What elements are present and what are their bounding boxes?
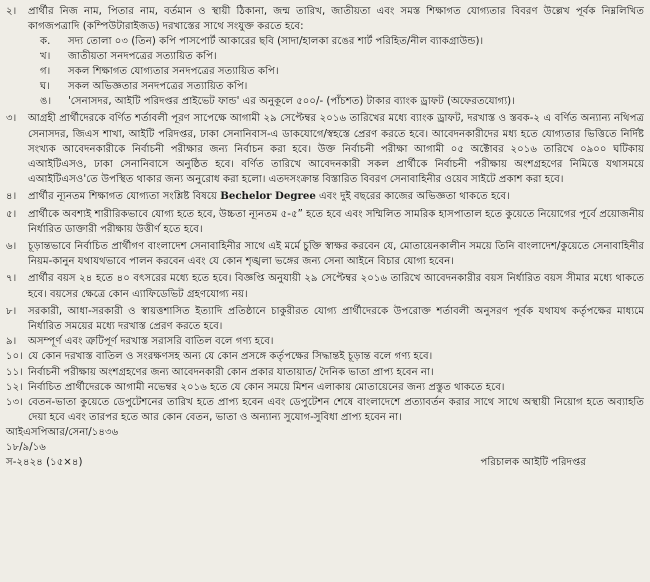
clause-text: আগ্রহী প্রার্থীদেরকে বর্ণিত শর্তাবলী পূরণ সাপেক্ষে আগামী ২৯ সেপ্টেম্বর ২০১৬ তারিখের মধ্যে ব্যাংক ড্রাফট, দরখাস্ত ও স্তবক-২ এ বর্ণিত অন্যান্য নথিপত্র সেনাসদর, জিএস শাখা, আইটি পরিদপ্তর, ঢাকা সেনানিবাস-এ ডাকযোগে/স্বহস্তে প্রেরণ করতে হবে। আবেদনকারীদের মধ্য হতে যোগ্যতার ভিত্তিতে নির্দিষ্ট সংখ্যক আবেদনকারীকে নির্বাচনী পরীক্ষার জন্য নির্বাচন করা হবে। উক্ত নির্বাচনী পরীক্ষা আগামী ০৫ অক্টোবর ২০১৬ তারিখে ০৯০০ ঘটিকায় এআইটিএসও, ঢাকা সেনানিবাসে অনুষ্ঠিত হবে। বর্ণিত তারিখে আবেদনকারী সকল প্রার্থীকে নির্বাচনী পরীক্ষায় অংশগ্রহণের নিমিত্তে যথাসময়ে এআইটিএসও'তে উপস্থিত থাকার জন্য অনুরোধ করা হলো। এতদসংক্রান্ত বিস্তারিত বিবরণ সেনাবাহিনীর ওয়েব সাইটে প্রকাশ করা হবে। [28, 113, 644, 186]
degree-name: Bechelor Degree [220, 190, 316, 203]
clause-9 [6, 334, 644, 349]
clause-number: ১৩। [6, 397, 23, 409]
clause-3 [6, 111, 644, 187]
clause-number: ১০। [6, 351, 23, 363]
attachment-gha [28, 79, 644, 94]
clause-13 [6, 395, 644, 425]
clause-number: ১২। [6, 381, 23, 393]
attachment-text: সকল অভিজ্ঞতার সনদপত্রের সত্যায়িত কপি। [68, 81, 248, 93]
attachment-ga [28, 64, 644, 79]
clause-text: প্রার্থীকে অবশ্যই শারীরিকভাবে যোগ্য হতে হবে, উচ্চতা ন্যূনতম ৫-৫” হতে হবে এবং সম্মিলিত সামরিক হাসপাতাল হতে কুয়েতে নিয়োগের পূর্বে প্রয়োজনীয় নির্ধারিত ডাক্তারী পরীক্ষায় উত্তীর্ণ হতে হবে। [28, 208, 644, 235]
clause-text: অসম্পূর্ণ এবং ত্রুটিপূর্ণ দরখাস্ত সরাসরি বাতিল বলে গণ্য হবে। [28, 336, 274, 348]
attachment-text: 'সেনাসদর, আইটি পরিদপ্তর প্রাইভেট ফান্ড' এর অনুকূলে ৫০০/- (পাঁচশত) টাকার ব্যাংক ড্রাফট (অফেরতযোগ্য)। [68, 96, 515, 108]
attachment-label: খ। [40, 51, 51, 63]
clause-number: ৫। [6, 208, 17, 220]
ad-code: স-২৪২৪ (১৫×৪) [6, 457, 83, 469]
clause-text: প্রার্থীর নিজ নাম, পিতার নাম, বর্তমান ও স্থায়ী ঠিকানা, জন্ম তারিখ, জাতীয়তা এবং সমস্ত শিক্ষাগত যোগ্যতার বিবরণ উল্লেখ পূর্বক নিম্নলিখিত কাগজপত্রাদি (কম্পিউটারাইজড) দরখাস্তের সাথে সংযুক্ত করতে হবে: [28, 6, 644, 33]
clause-7 [6, 271, 644, 301]
reference-number: আইএসপিআর/সেনা/১৪৩৬ [6, 427, 119, 439]
attachment-label: ঘ। [40, 81, 50, 93]
attachment-text: সদ্য তোলা ০৩ (তিন) কপি পাসপোর্ট আকারের ছবি (সাদা/হালকা রঙের শার্ট পরিহিত/নীল ব্যাকগ্রাউন্ড)। [68, 36, 484, 48]
clause-6 [6, 239, 644, 269]
clause-2 [6, 4, 644, 34]
clause-text: প্রার্থীর ন্যূনতম শিক্ষাগত যোগ্যতা সংশ্লিষ্ট বিষয়ে Bechelor Degree এবং দুই বছরের কাজের অভিজ্ঞতা থাকতে হবে। [28, 190, 510, 203]
signatory: পরিচালক আইটি পরিদপ্তর [480, 457, 586, 469]
attachment-label: ঙ। [40, 96, 52, 108]
clause-text: নির্বাচনী পরীক্ষায় অংশগ্রহণের জন্য আবেদনকারী কোন প্রকার যাতায়াত/ দৈনিক ভাতা প্রাপ্য হবেন না। [28, 366, 434, 378]
attachment-label: ক. [40, 36, 51, 48]
clause-5 [6, 207, 644, 237]
clause-text: চূড়ান্তভাবে নির্বাচিত প্রার্থীগণ বাংলাদেশ সেনাবাহিনীর সাথে এই মর্মে চুক্তি স্বাক্ষর করবেন যে, মোতায়েনকালীন সময়ে তিনি বাংলাদেশ/কুয়েতে সেনাবাহিনীর নিয়ম-কানুন যথাযথভাবে পালন করবেন এবং যে কোন শৃঙ্খলা ভঙ্গের জন্য সেনা আইনে বিচার যোগ্য হবেন। [28, 241, 644, 268]
attachment-ka [28, 34, 644, 49]
clause-number: ৩। [6, 113, 17, 125]
clause-number: ৪। [6, 191, 17, 203]
clause-number: ২। [6, 6, 17, 17]
clause-number: ১১। [6, 366, 23, 378]
clause-8 [6, 304, 644, 334]
clause-number: ৭। [6, 273, 17, 285]
clause-10 [6, 349, 644, 364]
clause-text: নির্বাচিত প্রার্থীদেরকে আগামী নভেম্বর ২০১৬ হতে যে কোন সময়ে মিশন এলাকায় মোতায়েনের জন্য প্রস্তুত থাকতে হবে। [28, 381, 505, 393]
clause-4 [6, 189, 644, 204]
clause-number: ৬। [6, 241, 17, 253]
attachment-text: জাতীয়তা সনদপত্রের সত্যায়িত কপি। [68, 51, 217, 63]
attachment-label: গ। [40, 66, 51, 78]
clause-text: প্রার্থীর বয়স ২৪ হতে ৪০ বৎসরের মধ্যে হতে হবে। বিজ্ঞপ্তি অনুযায়ী ২৯ সেপ্টেম্বর ২০১৬ তারিখে আবেদনকারীর বয়স নির্ধারিত বয়স সীমার মধ্যে থাকতে হবে। বয়সের ক্ষেত্রে কোন এ্যাফিডেভিট গ্রহণযোগ্য নয়। [28, 273, 644, 300]
clause-text: বেতন-ভাতা কুয়েতে ডেপুটেশনের তারিখ হতে প্রাপ্য হবেন এবং ডেপুটেশন শেষে বাংলাদেশে প্রত্যাবর্তন করার সাথে সাথে অস্থায়ী নিয়োগ হতে অব্যাহতি দেয়া হবে এবং তারপর হতে আর কোন বেতন, ভাতা ও অন্যান্য সুযোগ-সুবিধা প্রাপ্য হবেন না। [28, 397, 644, 424]
clause-number: ৯। [6, 336, 17, 348]
clause-12 [6, 380, 644, 395]
attachment-kha [28, 49, 644, 64]
issue-date: ১৮/৯/১৬ [6, 442, 46, 454]
clause-text: সরকারী, আধা-সরকারী ও স্বায়ত্তশাসিত ইত্যাদি প্রতিষ্ঠানে চাকুরীরত যোগ্য প্রার্থীদেরকে উপরোক্ত শর্তাবলী অনুসরণ পূর্বক যথাযথ কর্তৃপক্ষের মাধ্যমে নির্ধারিত সময়ের মধ্যে দরখাস্ত প্রেরণ করতে হবে। [28, 305, 644, 333]
attachment-uma [28, 94, 644, 109]
clause-text: যে কোন দরখাস্ত বাতিল ও সংরক্ষণসহ অন্য যে কোন প্রসঙ্গে কর্তৃপক্ষের সিদ্ধান্তই চূড়ান্ত বলে গণ্য হবে। [28, 351, 433, 363]
footer-row [6, 455, 644, 470]
attachment-text: সকল শিক্ষাগত যোগ্যতার সনদপত্রের সত্যায়িত কপি। [68, 66, 279, 78]
clause-11 [6, 365, 644, 380]
clause-number: ৮। [6, 305, 17, 317]
